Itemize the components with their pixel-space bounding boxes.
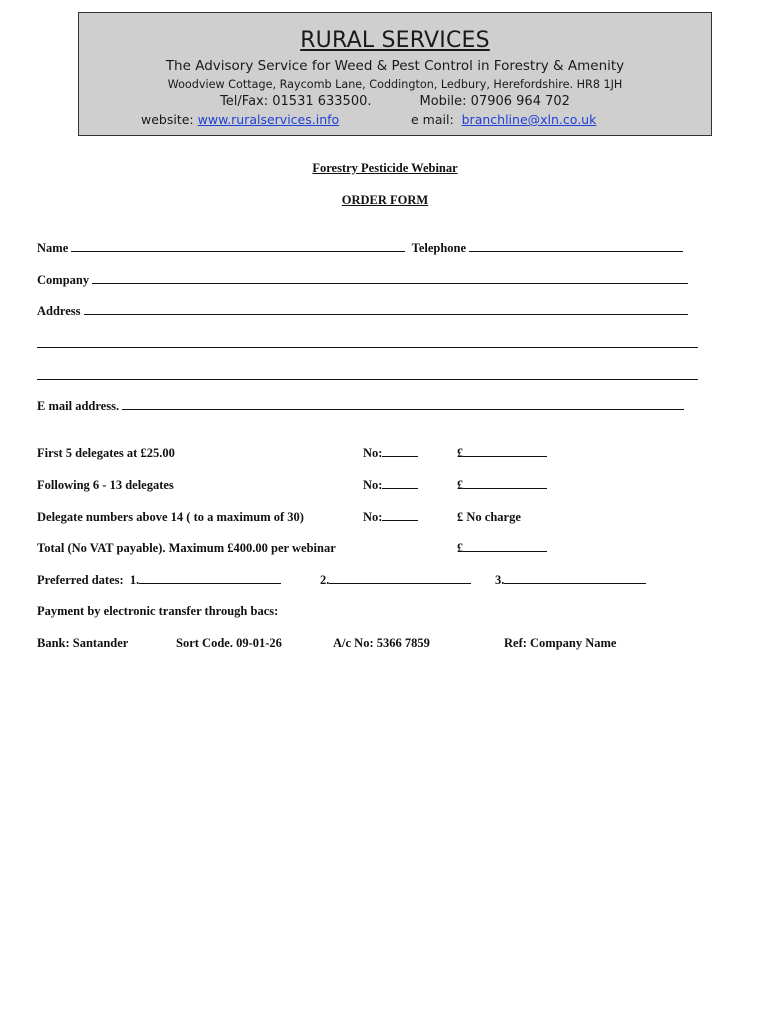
letterhead-box	[78, 12, 712, 136]
address-row	[37, 304, 688, 319]
name-field[interactable]	[71, 241, 405, 252]
company-address: Woodview Cottage, Raycomb Lane, Coddington, Ledbury, Herefordshire. HR8 1JH	[167, 78, 623, 91]
form-subheading: ORDER FORM	[341, 193, 429, 207]
company-label: Company	[37, 273, 90, 287]
email-link[interactable]: branchline@xln.co.uk	[461, 112, 597, 127]
total-amount	[457, 541, 547, 556]
website-line	[141, 111, 339, 129]
pricing-row-2-no	[363, 478, 418, 493]
pricing-row-1-label: First 5 delegates at £25.00	[37, 446, 175, 460]
preferred-dates-label: Preferred dates:	[37, 573, 124, 587]
amount-field-2[interactable]	[463, 478, 547, 489]
date-2-label: 2.	[320, 573, 330, 587]
contact-phones	[79, 93, 711, 111]
pricing-row-3-label: Delegate numbers above 14 ( to a maximum of 30)	[37, 510, 304, 524]
payment-reference: Ref: Company Name	[504, 636, 617, 650]
total-amount-field[interactable]	[463, 541, 547, 552]
address-field-2[interactable]	[37, 337, 698, 348]
date-2	[320, 573, 471, 588]
address-field-3[interactable]	[37, 369, 698, 380]
telephone-label: Telephone	[411, 241, 467, 255]
date-3-label: 3.	[495, 573, 505, 587]
bank-name: Bank: Santander	[37, 636, 129, 650]
no-label: No:	[363, 478, 383, 492]
pricing-row-2-amount	[457, 478, 547, 493]
company-title: RURAL SERVICES	[300, 28, 490, 53]
sort-code: Sort Code. 09-01-26	[176, 636, 282, 650]
account-number: A/c No: 5366 7859	[333, 636, 430, 650]
no-label: No:	[363, 510, 383, 524]
name-row	[37, 241, 683, 256]
company-row	[37, 273, 688, 288]
company-field[interactable]	[92, 273, 688, 284]
email-address-field[interactable]	[122, 399, 684, 410]
address-row-3	[37, 369, 698, 384]
date-1-label: 1.	[129, 573, 140, 587]
date-1-field[interactable]	[139, 573, 281, 584]
amount-field-1[interactable]	[463, 446, 547, 457]
no-field-3[interactable]	[382, 510, 418, 521]
email-label: e mail:	[411, 112, 454, 127]
pound-sign: £	[457, 478, 464, 492]
email-row	[37, 399, 684, 414]
telfax-text: Tel/Fax: 01531 633500.	[220, 94, 372, 109]
pound-sign: £	[457, 541, 464, 555]
date-3	[495, 573, 646, 588]
address-label: Address	[37, 304, 81, 318]
pricing-row-2-label: Following 6 - 13 delegates	[37, 478, 174, 492]
pricing-row-3-no	[363, 510, 418, 525]
no-charge-text: £ No charge	[457, 510, 521, 524]
telephone-field[interactable]	[469, 241, 683, 252]
mobile-text: Mobile: 07906 964 702	[419, 94, 570, 109]
payment-label: Payment by electronic transfer through bacs:	[37, 604, 279, 618]
total-label: Total (No VAT payable). Maximum £400.00 per webinar	[37, 541, 336, 555]
no-field-2[interactable]	[382, 478, 418, 489]
website-link[interactable]: www.ruralservices.info	[197, 112, 340, 127]
address-field-1[interactable]	[84, 304, 688, 315]
form-heading: Forestry Pesticide Webinar	[312, 161, 458, 175]
date-3-field[interactable]	[504, 573, 646, 584]
name-label: Name	[37, 241, 69, 255]
no-field-1[interactable]	[382, 446, 418, 457]
pricing-row-1-no	[363, 446, 418, 461]
pound-sign: £	[457, 446, 464, 460]
email-address-label: E mail address.	[37, 399, 120, 413]
no-label: No:	[363, 446, 383, 460]
website-label: website:	[141, 112, 194, 127]
address-row-2	[37, 337, 698, 352]
company-subtitle: The Advisory Service for Weed & Pest Control in Forestry & Amenity	[165, 58, 625, 74]
date-2-field[interactable]	[329, 573, 471, 584]
pricing-row-1-amount	[457, 446, 547, 461]
preferred-dates-row	[37, 573, 281, 588]
email-line	[411, 111, 596, 129]
